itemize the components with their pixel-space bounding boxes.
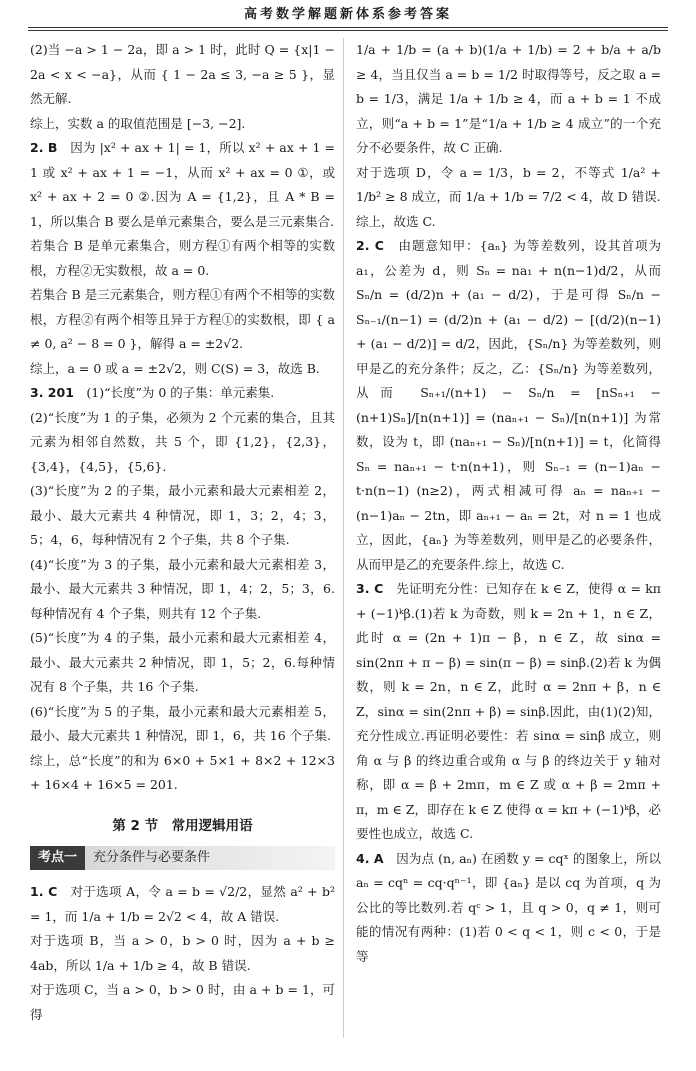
running-header: 高考数学解题新体系参考答案 <box>243 7 452 22</box>
answer-label: 4. A <box>356 850 384 866</box>
section-title: 第 2 节 常用逻辑用语 <box>112 817 253 834</box>
paragraph: 若集合 B 是单元素集合，则方程①有两个相等的实数根，方程②无实数根，故 a = 0. <box>30 238 335 278</box>
answer-label: 2. B <box>30 140 58 155</box>
paragraph: 对于选项 C，当 a > 0，b > 0 时，由 a + b = 1，可得 <box>30 982 335 1022</box>
paragraph: 综上，故选 C. <box>356 213 436 229</box>
paragraph-text: (1)“长度”为 0 的子集：单元素集. <box>86 385 275 400</box>
paragraph-text: 由题意知甲：{aₙ} 为等差数列，设其首项为 a₁，公差为 d，则 Sₙ = na₁ + n(n−1)d/2，从而 Sₙ/n = (d/2)n + (a₁ − d/2)，于是可得 Sₙ/n − Sₙ₋₁/(n−1) = (d/2)n + (a₁ − d/2) − [(d/2)(n−1) + (a₁ − d/2)] = d/2，因此，{Sₙ/n} 为等差数列，则甲是乙的充分条件；反之，乙：{Sₙ/n} 为等差数列，从而 Sₙ₊₁/(n+1) − Sₙ/n = [nSₙ₊₁ − (n+1)Sₙ]/[n(n+1)] = (naₙ₊₁ − Sₙ)/[n(n+1)] 为常数，设为 t，即 (naₙ₊₁ − Sₙ)/[n(n+1)] = t，化简得 Sₙ = naₙ₊₁ − t·n(n+1)，则 Sₙ₋₁ = (n−1)aₙ − t·n(n−1) (n≥2)，两式相减可得 aₙ = naₙ₊₁ − (n−1)aₙ − 2tn，即 aₙ₊₁ − aₙ = 2t，对 n = 1 也成立，因此，{aₙ} 为等差数列，则甲是乙的必要条件，从而甲是乙的充要条件.综上，故选 C. <box>356 238 661 572</box>
answer-paragraph <box>30 880 335 929</box>
answer-paragraph <box>356 234 661 577</box>
answer-paragraph <box>356 577 661 847</box>
paragraph: 对于选项 D，令 a = 1/3，b = 2，不等式 1/a² + 1/b² ≥ 8 成立，而 1/a + 1/b = 7/2 < 4，故 D 错误. <box>356 164 661 204</box>
topic-title: 充分条件与必要条件 <box>85 846 335 870</box>
answer-label: 3. 201 <box>30 385 74 400</box>
paragraph-text: 因为点 (n, aₙ) 在函数 y = cqˣ 的图象上，所以 aₙ = cqⁿ = cq·qⁿ⁻¹，即 {aₙ} 是以 cq 为首项，q 为公比的等比数列.若 qᶜ > 1，且 q > 0，q ≠ 1，则可能的情况有两种：(1)若 0 < q < 1，则 c < 0，于是等 <box>356 850 661 964</box>
column-divider <box>343 38 344 1038</box>
paragraph-text: 先证明充分性：已知存在 k ∈ Z，使得 α = kπ + (−1)ᵏβ.(1)若 k 为奇数，则 k = 2n + 1，n ∈ Z，此时 α = (2n + 1)π − β，n ∈ Z，故 sinα = sin(2nπ + π − β) = sin(π − β) = sinβ.(2)若 k 为偶数，则 k = 2n，n ∈ Z，此时 α = 2nπ + β，n ∈ Z，sinα = sin(2nπ + β) = sinβ.因此，由(1)(2)知，充分性成立.再证明必要性：若 sinα = sinβ 成立，则角 α 与 β 的终边重合或角 α 与 β 的终边关于 y 轴对称，即 α = β + 2mπ，m ∈ Z 或 α + β = 2mπ + π，m ∈ Z，即存在 k ∈ Z 使得 α = kπ + (−1)ᵏβ，必要性也成立，故选 C. <box>356 581 661 841</box>
answer-paragraph <box>356 847 661 970</box>
paragraph-text: 对于选项 A，令 a = b = √2/2，显然 a² + b² = 1，而 1/a + 1/b = 2√2 < 4，故 A 错误. <box>30 884 335 924</box>
answer-paragraph <box>30 136 335 234</box>
paragraph: 综上，实数 a 的取值范围是 [−3, −2]. <box>30 115 246 131</box>
topic-banner <box>30 846 335 870</box>
left-column <box>30 38 335 1027</box>
paragraph: 1/a + 1/b = (a + b)(1/a + 1/b) = 2 + b/a + a/b ≥ 4，当且仅当 a = b = 1/2 时取得等号，反之取 a = b = 1/3，满足 1/a + 1/b ≥ 4，而 a + b = 1 不成立，则“a + b = 1”是“1/a + 1/b ≥ 4 成立”的一个充分不必要条件，故 C 正确. <box>356 42 661 155</box>
answer-label: 2. C <box>356 238 384 253</box>
paragraph: (4)“长度”为 3 的子集，最小元素和最大元素相差 3，最小、最大元素共 3 种情况，即 1，4；2，5；3，6.每种情况有 4 个子集，则共有 12 个子集. <box>30 556 335 621</box>
answer-label: 3. C <box>356 581 384 596</box>
right-column <box>356 38 661 969</box>
paragraph-text: 因为 |x² + ax + 1| = 1，所以 x² + ax + 1 = 1 或 x² + ax + 1 = −1，从而 x² + ax = 0 ①，或 x² + ax + 2 = 0 ②.因为 A = {1,2}，且 A * B = 1，所以集合 B 要么是单元素集合，要么是三元素集合. <box>30 140 335 229</box>
answer-paragraph <box>30 381 335 406</box>
paragraph: 综上，a = 0 或 a = ±2√2，则 C(S) = 3，故选 B. <box>30 360 320 376</box>
header-rule-bottom <box>28 30 668 31</box>
paragraph: 对于选项 B，当 a > 0，b > 0 时，因为 a + b ≥ 4ab，所以 1/a + 1/b ≥ 4，故 B 错误. <box>30 933 335 973</box>
paragraph: 若集合 B 是三元素集合，则方程①有两个不相等的实数根，方程②有两个相等且异于方程①的实数根，即 { a ≠ 0, a² − 8 = 0 }，解得 a = ±2√2. <box>30 287 335 351</box>
paragraph: (2)当 −a > 1 − 2a，即 a > 1 时，此时 Q = {x|1 − 2a < x < −a}，从而 { 1 − 2a ≤ 3, −a ≥ 5 }，显然无解. <box>30 42 335 106</box>
topic-tag: 考点一 <box>30 846 85 870</box>
paragraph: 综上，总“长度”的和为 6×0 + 5×1 + 8×2 + 12×3 + 16×4 + 16×5 = 201. <box>30 752 335 792</box>
header-rule-top <box>28 27 668 28</box>
paragraph: (6)“长度”为 5 的子集，最小元素和最大元素相差 5，最小、最大元素共 1 种情况，即 1，6，共 16 个子集. <box>30 703 335 743</box>
paragraph: (5)“长度”为 4 的子集，最小元素和最大元素相差 4，最小、最大元素共 2 种情况，即 1，5；2，6.每种情况有 8 个子集，共 16 个子集. <box>30 630 335 694</box>
paragraph: (3)“长度”为 2 的子集，最小元素和最大元素相差 2，最小、最大元素共 4 种情况，即 1，3；2，4；3，5；4，6，每种情况有 2 个子集，共 8 个子集. <box>30 483 335 547</box>
paragraph: (2)“长度”为 1 的子集，必须为 2 个元素的集合，且其元素为相邻自然数，共 5 个，即 {1,2}，{2,3}，{3,4}，{4,5}，{5,6}. <box>30 409 335 474</box>
answer-label: 1. C <box>30 884 58 899</box>
